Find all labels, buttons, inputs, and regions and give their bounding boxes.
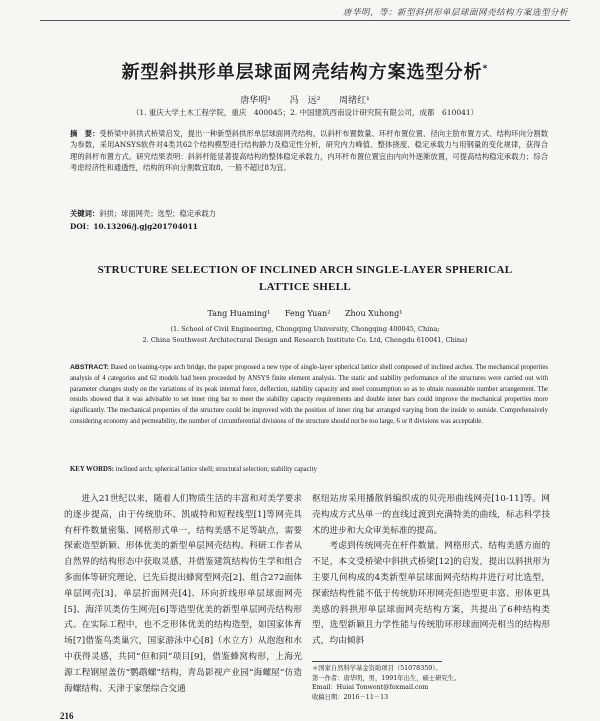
english-title-line-2: LATTICE SHELL bbox=[258, 281, 352, 293]
footnote-received: 收稿日期：2016－11－13 bbox=[312, 693, 389, 701]
body-column-right bbox=[312, 492, 550, 650]
header-rule bbox=[40, 20, 570, 21]
chinese-title bbox=[40, 58, 570, 84]
chinese-abstract-text: 受桥梁中斜拱式桥梁启发，提出一种新型斜拱形单层球面网壳结构，以斜杆布置数量、环杆布置位置、径向主肋布置方式、结构环向分割数为参数，采用ANSYS软件对4类共62个结构模型进行结构静力及稳定性分析，研究内力峰值、整体挠度、稳定承载力与用钢量的变化规律，获得合理的斜杆布置方式。研究结果表明：斜斜杆能显著提高结构的整体稳定承载力，内环杆布置位置宜由内向外逐渐放置，可提高结构稳定承载力；综合考虑经济性和通透性，结构的环向分割数宜取8，一般不超过8为宜。 bbox=[70, 129, 548, 173]
body-paragraph: 进入21世纪以来，随着人们物质生活的丰富和对美学要求的逐步提高，由于传统肋环、凯威特和短程线型[1]等网壳具有杆件数量密集、网格形式单一，结构美感不足等缺点，需要探索造型新颖、形体优美的新型单层网壳结构。科研工作者从自然界的结构形态中获取灵感，并借鉴建筑结构仿生学和组合多面体等研究理论，已先后提出蜂窝型网壳[2]、组合272面体单层网壳[3]、单层折面网壳[4]、环向折线形单层球面网壳[5]、海洋贝类仿生网壳[6]等造型优美的新型单层网壳结构形式。在实际工程中，也不乏形体优美的结构造型，如国家体育场[7]借鉴鸟类巢穴，国家游泳中心[8]（水立方）从泡泡和水中获得灵感，共同“但和同”项目[9]，借鉴蜂窝构形，上海光源工程钢屋盖仿“鹦鹉螺”结构，青岛影视产业园“海螺屋”仿造海螺结构、天津于家堡综合交通 bbox=[64, 494, 302, 694]
english-abstract-label: ABSTRACT: bbox=[70, 364, 109, 371]
body-paragraph: 枢纽站房采用播散斜编织成的贝壳形曲线网壳[10-11]等。网壳构成方式丛单一的直线过渡到充满特美的曲线，标志科学技术的进步和大众审美标准的提高。 bbox=[312, 494, 550, 536]
footnote-rule bbox=[312, 661, 442, 662]
chinese-authors bbox=[40, 93, 570, 106]
footnote-funding: ＊国家自然科学基金资助项目（51078359）。 bbox=[312, 665, 442, 672]
doi-value: 10.13206/j.gjg201704011 bbox=[93, 222, 198, 231]
english-title-line-1: STRUCTURE SELECTION OF INCLINED ARCH SINGLE-LAYER SPHERICAL bbox=[97, 264, 513, 276]
chinese-abstract-label: 摘 要： bbox=[70, 129, 100, 138]
running-header: 唐华明，等：新型斜拱形单层球面网壳结构方案选型分析 bbox=[342, 8, 568, 18]
chinese-abstract bbox=[70, 128, 548, 174]
chinese-keywords bbox=[70, 208, 548, 219]
chinese-title-text: 新型斜拱形单层球面网壳结构方案选型分析 bbox=[121, 62, 483, 83]
english-authors bbox=[40, 309, 570, 318]
page-number: 216 bbox=[60, 711, 74, 721]
english-affiliation bbox=[40, 324, 570, 346]
english-keywords bbox=[70, 466, 548, 473]
chinese-keywords-label: 关键词： bbox=[70, 209, 100, 218]
english-abstract-text: Based on leaning-type arch bridge, the paper proposed a new type of single-layer spherical lattice shell composed of inclined arches. The mechanical properties analysis of 4 categories and 62 models had been proceeded by ANSYS finite element analysis. The static and stability performance of the structures were carried out with parameter changes study on the variations of its peak internal force, deflection, stability capacity and steel consumption so as to obtain reasonable number arrangement. The results showed that it was advisable to set inner ring bar to meet the stability capacity requirements and double inner bars could improve the mechanical properties more significantly. The mechanical properties of the structure could be improved with the position of inner ring bar arranged varying from the inside to outside. Comprehensively considering economy and permeability, the number of circumferential divisions of the structure should not be too large, 6 or 8 divisions was acceptable. bbox=[70, 364, 548, 425]
footnote-author: 第一作者：唐华明，男，1991年出生，硕士研究生。 bbox=[312, 674, 461, 682]
english-author-1: Tang Huaming¹ bbox=[207, 309, 271, 318]
doi bbox=[70, 221, 548, 232]
english-affiliation-1: (1. School of Civil Engineering, Chongqing University, Chongqing 400045, China; bbox=[170, 325, 440, 333]
english-author-3: Zhou Xuhong¹ bbox=[344, 309, 403, 318]
footnote-email: Email：Huiai Tonwent@foxmail.com bbox=[312, 684, 429, 691]
chinese-affiliation: （1. 重庆大学土木工程学院，重庆 400045；2. 中国建筑西南设计研究院有限公司，成都 610041） bbox=[131, 108, 479, 117]
english-title bbox=[60, 262, 550, 296]
english-affiliation-2: 2. China Southwest Architectural Design and Research Institute Co. Ltd, Chengdu 610041, China) bbox=[142, 336, 468, 344]
title-footnote-mark: * bbox=[482, 64, 489, 74]
author-2: 冯 远² bbox=[289, 96, 321, 106]
chinese-keywords-text: 斜拱；球面网壳；选型；稳定承载力 bbox=[99, 209, 216, 218]
english-keywords-text: inclined arch; spherical lattice shell; structural selection; stability capacity bbox=[115, 466, 317, 473]
english-abstract bbox=[70, 363, 548, 428]
english-author-2: Feng Yuan² bbox=[284, 309, 331, 318]
body-column-left bbox=[64, 492, 302, 697]
doi-label: DOI： bbox=[70, 222, 94, 231]
author-1: 唐华明¹ bbox=[240, 96, 271, 106]
body-paragraph: 考虑到传统网壳在杆件数量、网格形式、结构美感方面的不足，本文受桥梁中斜拱式桥梁[12]的启发，提出以斜拱形为主要几何构成的4类新型单层球面网壳结构并进行对比选型，探索结构性能不低于传统肋环形网壳但造型更丰富、形体更具美感的斜拱形单层球面网壳结构方案，共提出了6种结构类型，选型新颖且力学性能与传统肋环形球面网壳相当的结构形式，均由倾斜 bbox=[312, 541, 550, 647]
author-3: 周绪红¹ bbox=[339, 96, 370, 106]
english-keywords-label: KEY WORDS: bbox=[70, 466, 114, 473]
